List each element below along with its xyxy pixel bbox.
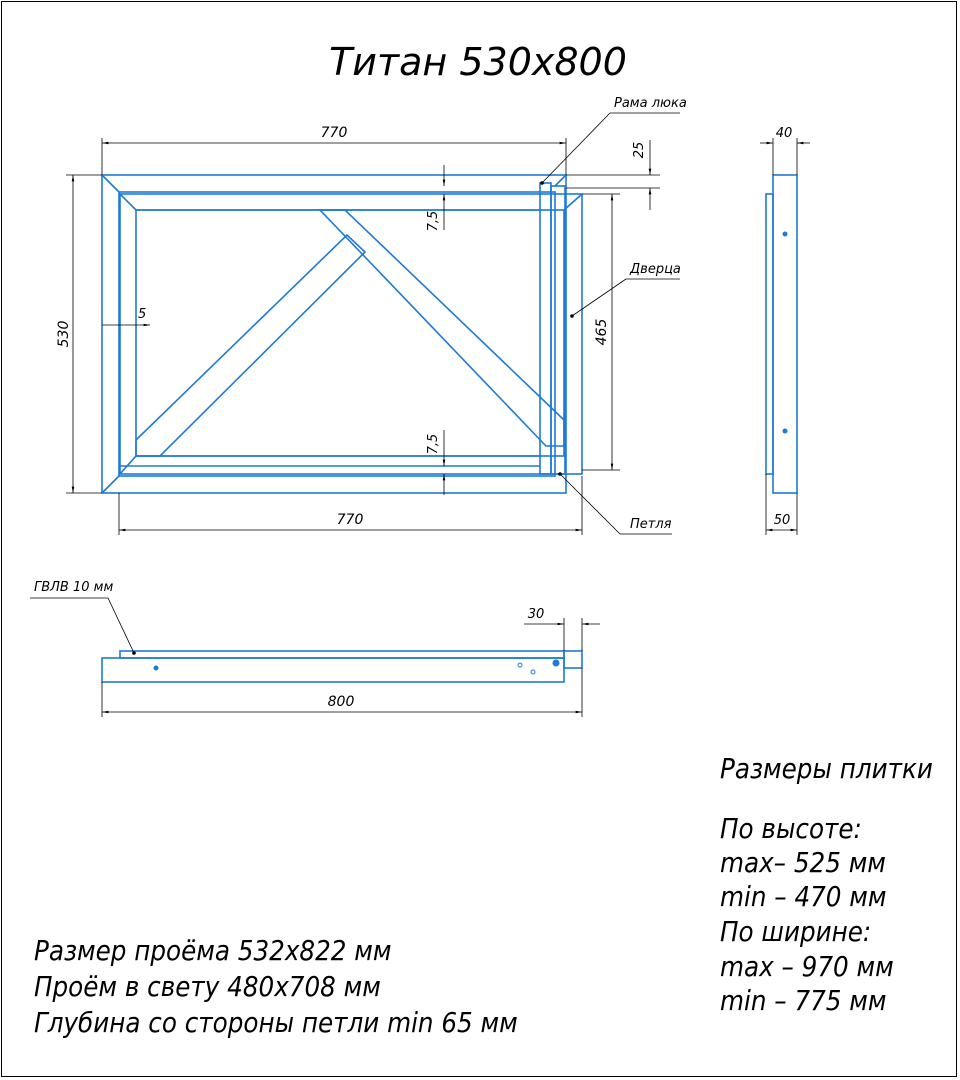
hinge-bar <box>540 183 551 474</box>
note-clear-opening: Проём в свету 480х708 мм <box>34 970 381 1003</box>
side-panel <box>773 175 797 493</box>
front-view <box>56 96 687 535</box>
door-panel-outer <box>120 194 582 474</box>
tile-width-min: min – 775 мм <box>720 984 887 1017</box>
tile-heading: Размеры плитки <box>720 752 933 785</box>
tile-width-max: max – 970 мм <box>720 950 894 983</box>
door-panel-inner <box>136 210 564 456</box>
dim-gap-top: 7,5 <box>426 210 441 232</box>
note-opening-size: Размер проёма 532х822 мм <box>34 934 392 967</box>
dim-flange: 30 <box>527 607 545 622</box>
dim-side-bottom: 50 <box>773 513 791 528</box>
bottom-view <box>30 580 600 717</box>
note-hinge-depth: Глубина со стороны петли min 65 мм <box>34 1006 518 1039</box>
tile-height-max: max– 525 мм <box>720 846 886 879</box>
side-view <box>760 126 810 535</box>
dim-frame-top: 25 <box>632 141 647 159</box>
dim-gap-bottom: 7,5 <box>426 433 441 455</box>
drawing-title: Титан 530х800 <box>329 40 627 84</box>
dim-height: 530 <box>56 320 72 348</box>
dim-side-top: 40 <box>775 126 793 141</box>
tile-height-min: min – 470 мм <box>720 880 887 913</box>
board-strip <box>120 651 564 658</box>
label-hinge: Петля <box>630 517 672 532</box>
bottom-flange <box>564 651 582 668</box>
label-board: ГВЛВ 10 мм <box>34 580 114 595</box>
hatch-frame-inner <box>119 192 555 476</box>
side-door <box>766 194 773 474</box>
dim-bottom-width: 770 <box>336 512 364 528</box>
tile-width-label: По ширине: <box>720 915 872 948</box>
dim-length: 800 <box>327 694 355 710</box>
brace-diagonal-left <box>136 235 365 456</box>
label-frame: Рама люка <box>614 96 687 111</box>
brace-diagonal-right <box>320 210 564 446</box>
dim-inner-offset: 5 <box>138 307 147 322</box>
dim-door-height: 465 <box>594 318 610 346</box>
tile-height-label: По высоте: <box>720 812 862 845</box>
label-door: Дверца <box>630 262 681 277</box>
dim-top-width: 770 <box>320 125 348 141</box>
bottom-body <box>102 658 564 682</box>
